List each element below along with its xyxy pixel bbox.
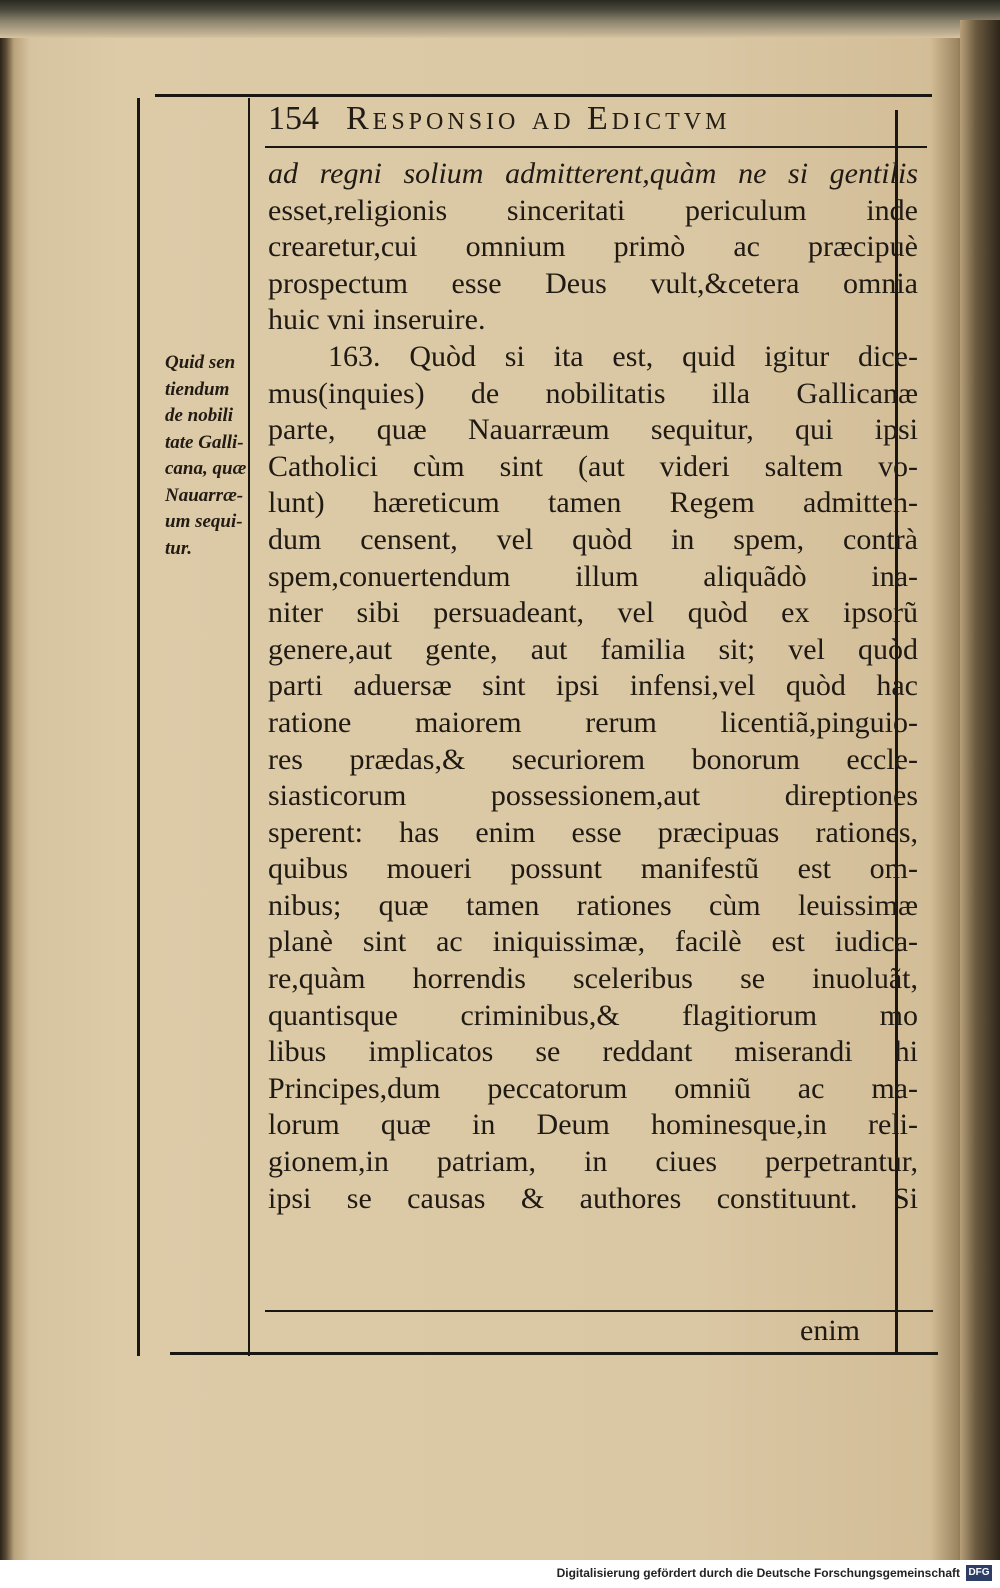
margin-note-line: Quid sen xyxy=(165,352,236,373)
text-line: lunt) hæreticum tamen Regem admitten- xyxy=(268,486,918,520)
text-line: esset,religionis sinceritati periculum inde xyxy=(268,193,918,227)
margin-note-line: tiendum xyxy=(165,378,230,400)
page-number: 154 xyxy=(268,100,319,137)
text-line: planè sint ac iniquissimæ, facilè est iudica- xyxy=(268,925,918,959)
text-line: dum censent, vel quòd in spem, contrà xyxy=(268,522,918,556)
frame-rule-bottom xyxy=(170,1352,938,1355)
margin-note-line: cana, quæ xyxy=(165,458,247,479)
text-line: siasticorum possessionem,aut direptiones xyxy=(268,779,918,813)
text-line: re,quàm horrendis sceleribus se inuoluãt, xyxy=(268,962,918,996)
text-line: gionem,in patriam, in ciues perpetrantur, xyxy=(268,1145,918,1179)
footer-credit: Digitalisierung gefördert durch die Deutsche Forschungsgemeinschaft xyxy=(556,1566,960,1580)
book-right-edge xyxy=(960,20,1000,1560)
text-line: sperent: has enim esse præcipuas rationes, xyxy=(268,815,918,849)
margin-note-line: tate Galli- xyxy=(165,431,244,453)
frame-rule-header xyxy=(265,146,927,148)
frame-rule-margin xyxy=(248,98,250,1356)
text-line: mus(inquies) de nobilitatis illa Gallicanæ xyxy=(268,376,918,410)
text-line: niter sibi persuadeant, vel quòd ex ipsorũ xyxy=(268,596,918,630)
book-top-edge xyxy=(0,0,1000,38)
paragraph-start-line: 163. Quòd si ita est, quid igitur dice- xyxy=(328,339,918,373)
text-line: huic vni inseruire. xyxy=(268,303,486,337)
text-line: ratione maiorem rerum licentiã,pinguio- xyxy=(268,705,918,739)
text-line: ad regni solium admitterent,quàm ne si gentilis xyxy=(268,157,918,190)
dfg-logo-icon: DFG xyxy=(966,1565,992,1581)
text-line: prospectum esse Deus vult,&cetera omnia xyxy=(268,266,918,300)
text-line: Catholici cùm sint (aut videri saltem vo- xyxy=(268,449,918,483)
text-line: lorum quæ in Deum hominesque,in reli- xyxy=(268,1108,918,1142)
margin-note-line: um sequi- xyxy=(165,511,243,532)
text-line: ipsi se causas & authores constituunt. Si xyxy=(268,1181,918,1215)
catchword: enim xyxy=(800,1314,860,1347)
text-line: quantisque criminibus,& flagitiorum mo xyxy=(268,998,918,1032)
text-line: nibus; quæ tamen rationes cùm leuissimæ xyxy=(268,888,918,922)
text-line: Principes,dum peccatorum omniũ ac ma- xyxy=(268,1071,918,1105)
body-text xyxy=(268,156,918,1217)
frame-rule-top xyxy=(155,94,932,97)
running-head: Responsio ad Edictvm xyxy=(346,100,731,137)
margin-note-line: tur. xyxy=(165,537,192,559)
margin-note-line: de nobili xyxy=(165,405,234,426)
text-line: quibus moueri possunt manifestũ est om- xyxy=(268,852,918,886)
frame-rule-footer xyxy=(265,1310,933,1312)
text-line: spem,conuertendum illum aliquãdò ina- xyxy=(268,559,918,593)
frame-rule-left xyxy=(137,98,140,1356)
digitization-footer xyxy=(0,1560,1000,1588)
text-line: genere,aut gente, aut familia sit; vel quòd xyxy=(268,632,918,666)
text-line: crearetur,cui omnium primò ac præcipuè xyxy=(268,230,918,264)
text-line: parti aduersæ sint ipsi infensi,vel quòd hac xyxy=(268,669,918,703)
printed-page xyxy=(30,38,960,1538)
text-line: libus implicatos se reddant miserandi hi xyxy=(268,1035,918,1069)
text-line: parte, quæ Nauarræum sequitur, qui ipsi xyxy=(268,413,918,447)
text-line: res prædas,& securiorem bonorum eccle- xyxy=(268,742,918,776)
margin-note-line: Nauarræ- xyxy=(165,484,244,506)
margin-note xyxy=(165,350,253,562)
